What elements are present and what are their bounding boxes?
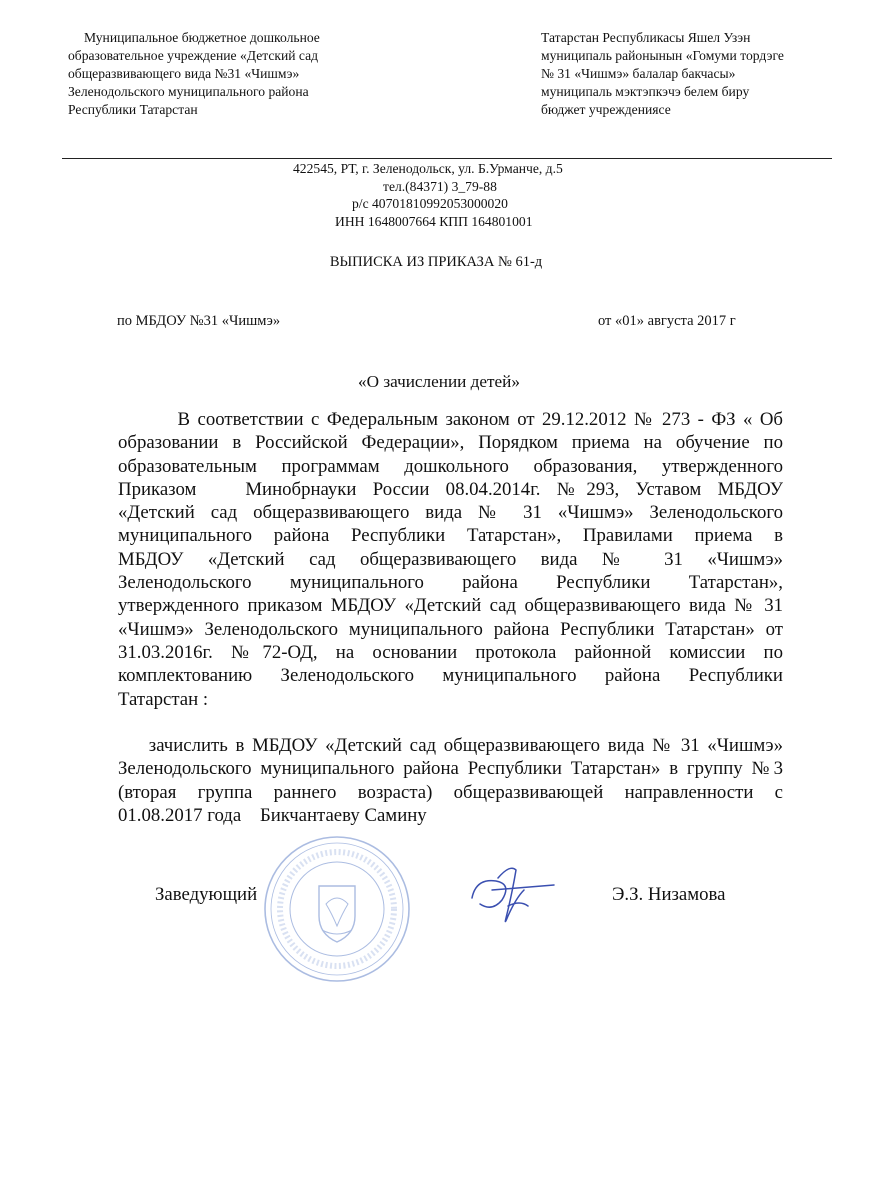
- body-line: образовательным программам дошкольного образования, утвержденного: [118, 455, 783, 477]
- inn-kpp: ИНН 1648007664 КПП 164801001: [335, 213, 533, 229]
- header-right-line: муниципаль районынын «Гомуми тордэге: [541, 48, 784, 63]
- body-line: муниципального района Республики Татарстан», Правилами приема в: [118, 525, 783, 547]
- signatory-name: Э.З. Низамова: [612, 884, 726, 905]
- decision-line: 01.08.2017 года Бикчантаеву Самину: [118, 804, 427, 826]
- official-stamp-icon: [262, 834, 412, 984]
- body-line: «Чишмэ» Зеленодольского муниципального района Республики Татарстан» от: [118, 618, 783, 640]
- body-line: 31.03.2016г. №72-ОД, на основании протокола районной комиссии по: [118, 641, 783, 663]
- header-right-line: Татарстан Республикасы Яшел Узэн: [541, 30, 751, 45]
- header-right-line: муниципаль мэктэпкэчэ белем биру: [541, 84, 750, 99]
- body-line: образовании в Российской Федерации», Порядком приема на обучение по: [118, 432, 783, 454]
- decision-line: (вторая группа раннего возраста) общеразвивающей направленности с: [118, 781, 783, 803]
- order-decision: [118, 734, 783, 827]
- order-date: от «01» августа 2017 г: [598, 313, 736, 329]
- body-line: Приказом Минобрнауки России 08.04.2014г. №293, Уставом МБДОУ: [118, 478, 783, 500]
- header-left-line: Зеленодольского муниципального района: [68, 84, 309, 99]
- phone: тел.(84371) 3_79-88: [383, 178, 497, 194]
- order-organization: по МБДОУ №31 «Чишмэ»: [117, 313, 281, 329]
- header-left-line: Республики Татарстан: [68, 102, 198, 117]
- header-divider: [62, 158, 832, 159]
- document-title: ВЫПИСКА ИЗ ПРИКАЗА № 61-д: [329, 254, 543, 270]
- header-right-institution: [541, 29, 784, 119]
- header-left-institution: [68, 29, 320, 119]
- address: 422545, РТ, г. Зеленодольск, ул. Б.Урманче, д.5: [293, 161, 563, 176]
- decision-line: Зеленодольского муниципального района Республики Татарстан» в группу №3: [118, 758, 783, 780]
- body-line: Татарстан :: [118, 688, 209, 710]
- header-right-line: № 31 «Чишмэ» балалар бакчасы»: [541, 66, 736, 81]
- decision-line: зачислить в МБДОУ «Детский сад общеразвивающего вида № 31 «Чишмэ»: [118, 735, 783, 756]
- body-line: В соответствии с Федеральным законом от 29.12.2012 № 273 - ФЗ « Об: [118, 409, 783, 430]
- order-body: [118, 408, 783, 711]
- body-line: «Детский сад общеразвивающего вида № 31 «Чишмэ» Зеленодольского: [118, 502, 783, 524]
- order-subject: «О зачислении детей»: [358, 372, 520, 391]
- bank-account: р/с 40701810992053000020: [352, 196, 508, 211]
- header-left-line: образовательное учреждение «Детский сад: [68, 48, 319, 63]
- signature-icon: [462, 854, 562, 934]
- body-line: утвержденного приказом МБДОУ «Детский сад общеразвивающего вида № 31: [118, 595, 783, 617]
- signatory-position: Заведующий: [155, 884, 258, 905]
- header-right-line: бюджет учреждениясе: [541, 102, 671, 117]
- contact-details: [240, 160, 720, 230]
- header-left-line: Муниципальное бюджетное дошкольное: [84, 30, 320, 45]
- body-line: МБДОУ «Детский сад общеразвивающего вида № 31 «Чишмэ»: [118, 548, 783, 570]
- body-line: Зеленодольского муниципального района Республики Татарстан»,: [118, 572, 783, 594]
- header-left-line: общеразвивающего вида №31 «Чишмэ»: [68, 66, 300, 81]
- body-line: комплектованию Зеленодольского муниципального района Республики: [118, 665, 783, 687]
